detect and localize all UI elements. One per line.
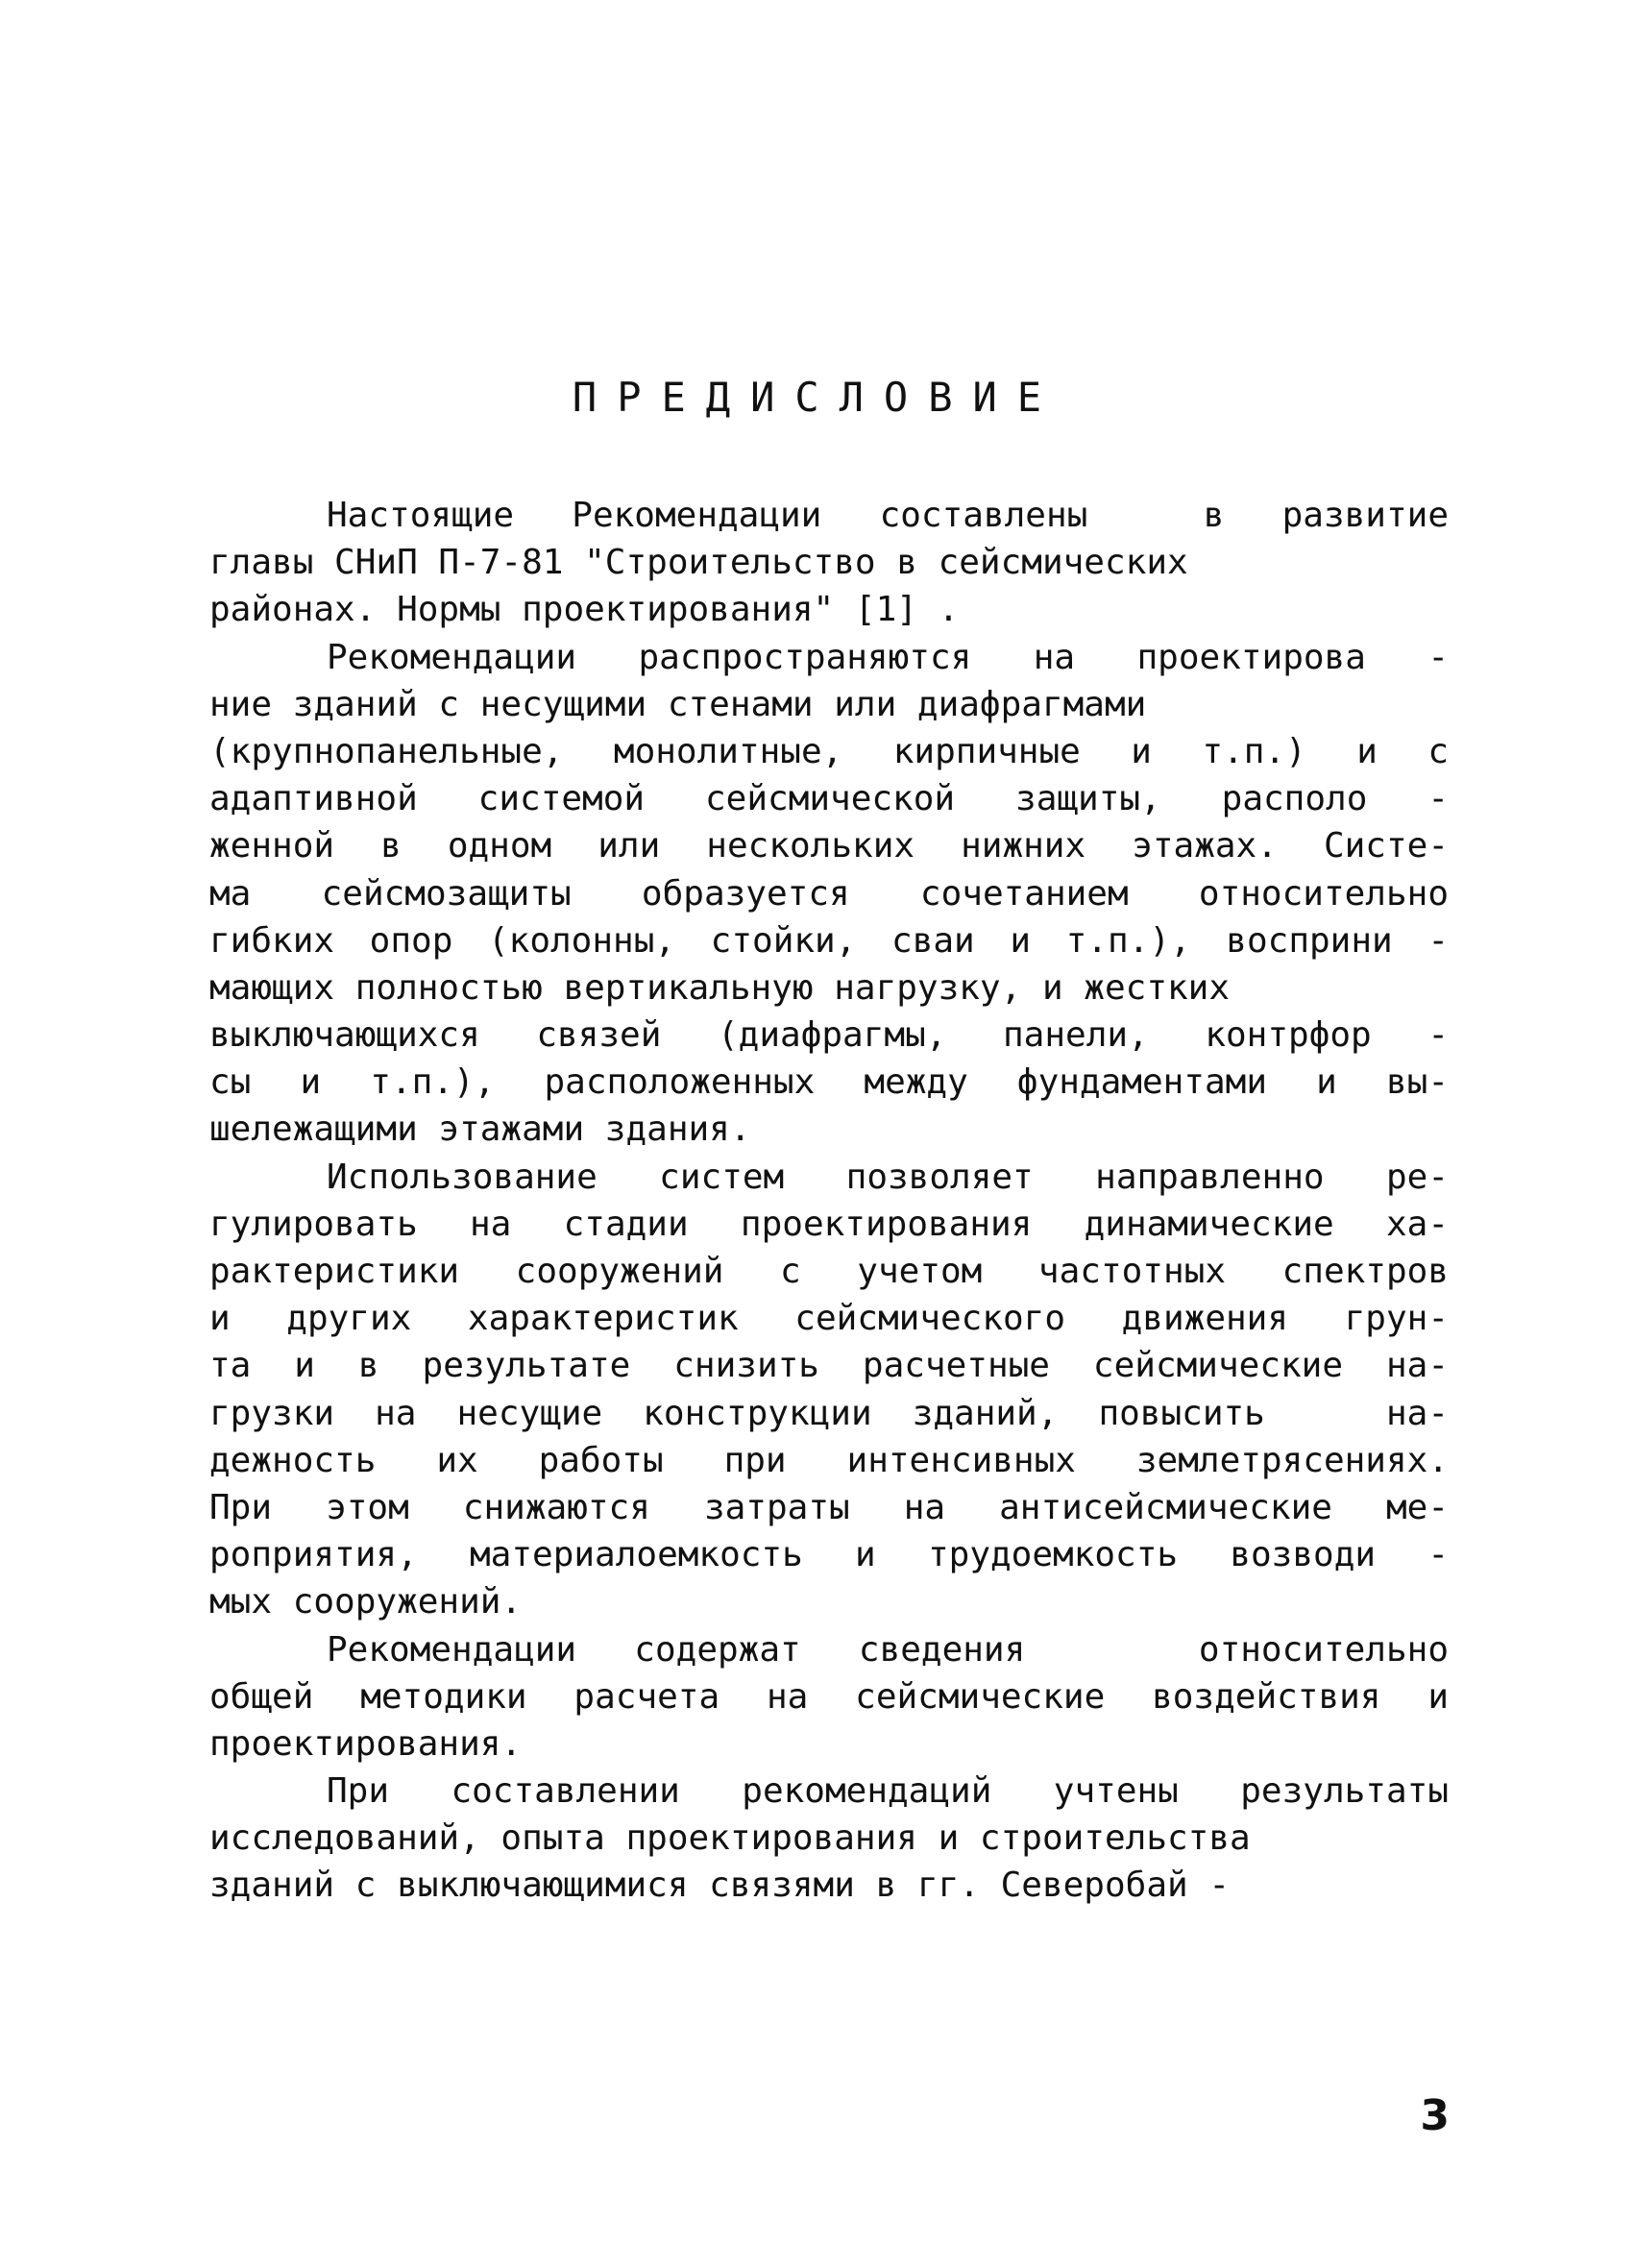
text-line: проектирования. — [209, 1723, 523, 1764]
text-line: ние зданий с несущими стенами или диафрагмами — [209, 684, 1147, 724]
text-line: Рекомендации содержат сведения относительно — [327, 1629, 1449, 1670]
text-line: адаптивной системой сейсмической защиты, располо - — [209, 779, 1449, 819]
text-line: главы СНиП П-7-81 "Строительство в сейсмических — [209, 543, 1188, 583]
text-line: При составлении рекомендаций учтены результаты — [327, 1771, 1449, 1812]
text-line: роприятия, материалоемкость и трудоемкость возводи - — [209, 1535, 1449, 1575]
text-line: При этом снижаются затраты на антисейсмические ме- — [209, 1487, 1449, 1527]
text-line: и других характеристик сейсмического движения грун- — [209, 1299, 1449, 1339]
text-line: Использование систем позволяет направленно ре- — [327, 1157, 1449, 1197]
text-line: зданий с выключающимися связями в гг. Северобай - — [209, 1866, 1231, 1906]
text-line: районах. Нормы проектирования" [1] . — [209, 590, 960, 630]
text-line: выключающихся связей (диафрагмы, панели, контрфор - — [209, 1015, 1449, 1056]
text-line: сы и т.п.), расположенных между фундаментами и вы- — [209, 1062, 1449, 1103]
text-line: мающих полностью вертикальную нагрузку, и жестких — [209, 967, 1231, 1008]
text-line: (крупнопанельные, монолитные, кирпичные и т.п.) и с — [209, 731, 1449, 771]
text-line: общей методики расчета на сейсмические воздействия и — [209, 1676, 1449, 1717]
text-line: исследований, опыта проектирования и строительства — [209, 1818, 1251, 1859]
text-line: Рекомендации распространяются на проектирова - — [327, 637, 1449, 677]
text-line: гибких опор (колонны, стойки, сваи и т.п.), восприни - — [209, 920, 1449, 961]
page-number: 3 — [1420, 2091, 1450, 2140]
body-text — [0, 492, 1634, 1910]
text-line: рактеристики сооружений с учетом частотных спектров — [209, 1252, 1449, 1291]
text-line: дежность их работы при интенсивных землетрясениях. — [209, 1440, 1449, 1480]
text-line: гулировать на стадии проектирования динамические ха- — [209, 1204, 1449, 1244]
text-line: грузки на несущие конструкции зданий, повысить на- — [209, 1393, 1449, 1433]
text-line: мых сооружений. — [209, 1582, 523, 1622]
text-line: шележащими этажами здания. — [209, 1110, 751, 1150]
text-line: ма сейсмозащиты образуется сочетанием относительно — [209, 873, 1449, 914]
text-line: Настоящие Рекомендации составлены в развитие — [327, 496, 1449, 535]
page-title: ПРЕДИСЛОВИЕ — [572, 374, 1062, 421]
text-line: та и в результате снизить расчетные сейсмические на- — [209, 1346, 1449, 1386]
text-line: женной в одном или нескольких нижних этажах. Систе- — [209, 826, 1449, 866]
